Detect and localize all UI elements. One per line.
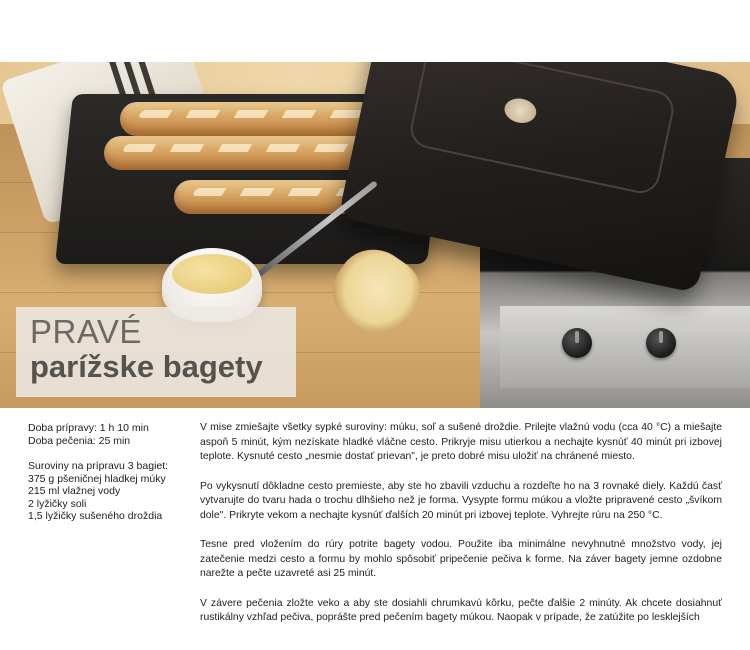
title-line-2: parížske bagety: [30, 349, 263, 384]
instruction-paragraph: V mise zmiešajte všetky sypké suroviny: múku, soľ a sušené droždie. Prilejte vlažnú vodu (cca 40 °C) a miešajte aspoň 5 minút, kým nezískate hladké vláčne cesto. Prikryje misu utierkou a nechajte kysnúť 40 minút pri izbovej teplote. Kysnuté cesto „nesmie dostať prievan", je preto dobré misu uložiť na chránené miesto.: [200, 422, 722, 462]
instruction-paragraph: V závere pečenia zložte veko a aby ste dosiahli chrumkavú kôrku, pečte ďalšie 2 minúty. Ak chcete dosiahnuť rustikálny vzhľad pečiva, poprášte pred pečením bagety múkou. Naopak v prípade, že zatúžite po lesklejších: [200, 597, 722, 623]
oven-knob: [562, 328, 592, 358]
butter: [172, 254, 252, 294]
ingredients-block: [28, 460, 196, 523]
ingredient-item: 375 g pšeničnej hladkej múky: [28, 472, 166, 485]
ingredient-item: 1,5 lyžičky sušeného droždia: [28, 510, 163, 522]
time-block: [28, 422, 196, 447]
ingredient-item: 2 lyžičky soli: [28, 497, 87, 510]
bake-time: Doba pečenia: 25 min: [28, 434, 131, 447]
recipe-summary: [28, 422, 196, 536]
prep-time: Doba prípravy: 1 h 10 min: [28, 422, 149, 434]
wood-grain: [0, 292, 560, 293]
ingredients-heading: Suroviny na prípravu 3 bagiet:: [28, 460, 169, 472]
ingredient-item: 215 ml vlažnej vody: [28, 485, 121, 497]
title-line-1: PRAVÉ: [30, 313, 142, 350]
instruction-paragraph: Po vykysnutí dôkladne cesto premieste, aby ste ho zbavili vzduchu a rozdeľte ho na 3 rovnaké diely. Každú časť vytvarujte do tvaru hada o trochu dlhšieho než je forma. Vysypte formu múkou a vložte pripravené cesto „švíkom dole". Prikryte vekom a nechajte kysnúť ďalších 20 minút pri izbovej teplote. Vyhrejte rúru na 250 °C.: [200, 480, 722, 521]
title-box: [16, 307, 296, 397]
lid-panel: [407, 62, 677, 197]
oven-knob: [646, 328, 676, 358]
instruction-paragraph: Tesne pred vložením do rúry potrite bagety vodou. Použite iba minimálne nevyhnutné množstvo vody, jej zatečenie medzi cesto a formu by mohlo spôsobiť pripečenie pečiva k forme. Na záver bagety jemne ozdobne narežte a pečte uzavreté asi 25 minút.: [200, 539, 722, 579]
instructions: [200, 421, 722, 641]
oven-control-panel: [500, 306, 750, 388]
